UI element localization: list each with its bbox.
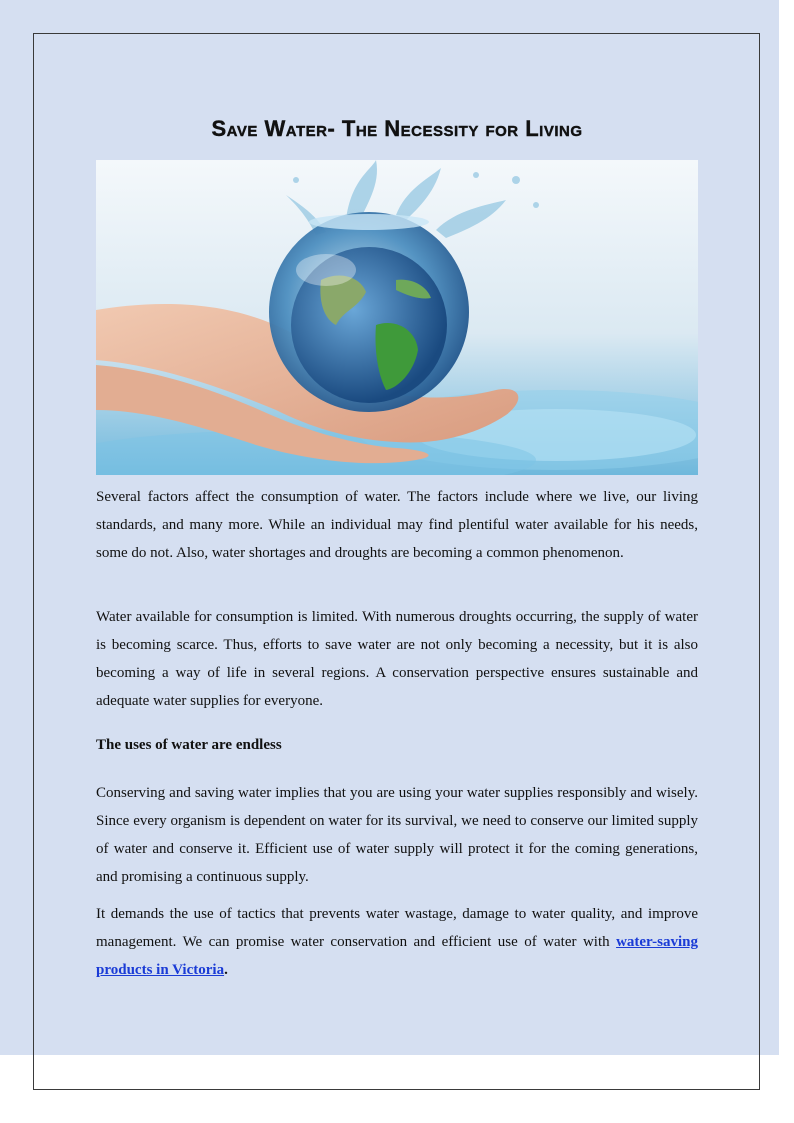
paragraph-suffix: .	[224, 962, 228, 978]
hero-image	[96, 160, 698, 475]
conserving-paragraph	[96, 779, 698, 891]
closing-paragraph	[96, 900, 698, 984]
section-heading: The uses of water are endless	[96, 737, 282, 753]
paragraph	[96, 900, 698, 984]
paragraph: Conserving and saving water implies that you are using your water supplies responsibly and wisely. Since every organism is dependent on water for its survival, we need to conserve our limited supply of water and conserve it. Efficient use of water supply will protect it for the coming generations, and promising a continuous supply.	[96, 785, 698, 885]
earth-in-water-bowl-hands-image	[96, 160, 698, 475]
page-title: Save Water- The Necessity for Living	[211, 116, 583, 141]
supply-paragraph	[96, 603, 698, 715]
water-saving-products-link[interactable]: water-saving products in Victoria	[96, 934, 698, 978]
intro-paragraph	[96, 483, 698, 567]
paragraph: Water available for consumption is limited. With numerous droughts occurring, the supply of water is becoming scarce. Thus, efforts to save water are not only becoming a necessity, but it is also becoming a way of life in several regions. A conservation perspective ensures sustainable and adequate water supplies for everyone.	[96, 609, 698, 709]
paragraph-text: It demands the use of tactics that prevents water wastage, damage to water quality, and improve management. We can promise water conservation and efficient use of water with	[96, 906, 698, 950]
paragraph: Several factors affect the consumption of water. The factors include where we live, our living standards, and many more. While an individual may find plentiful water available for his needs, some do not. Also, water shortages and droughts are becoming a common phenomenon.	[96, 489, 698, 561]
